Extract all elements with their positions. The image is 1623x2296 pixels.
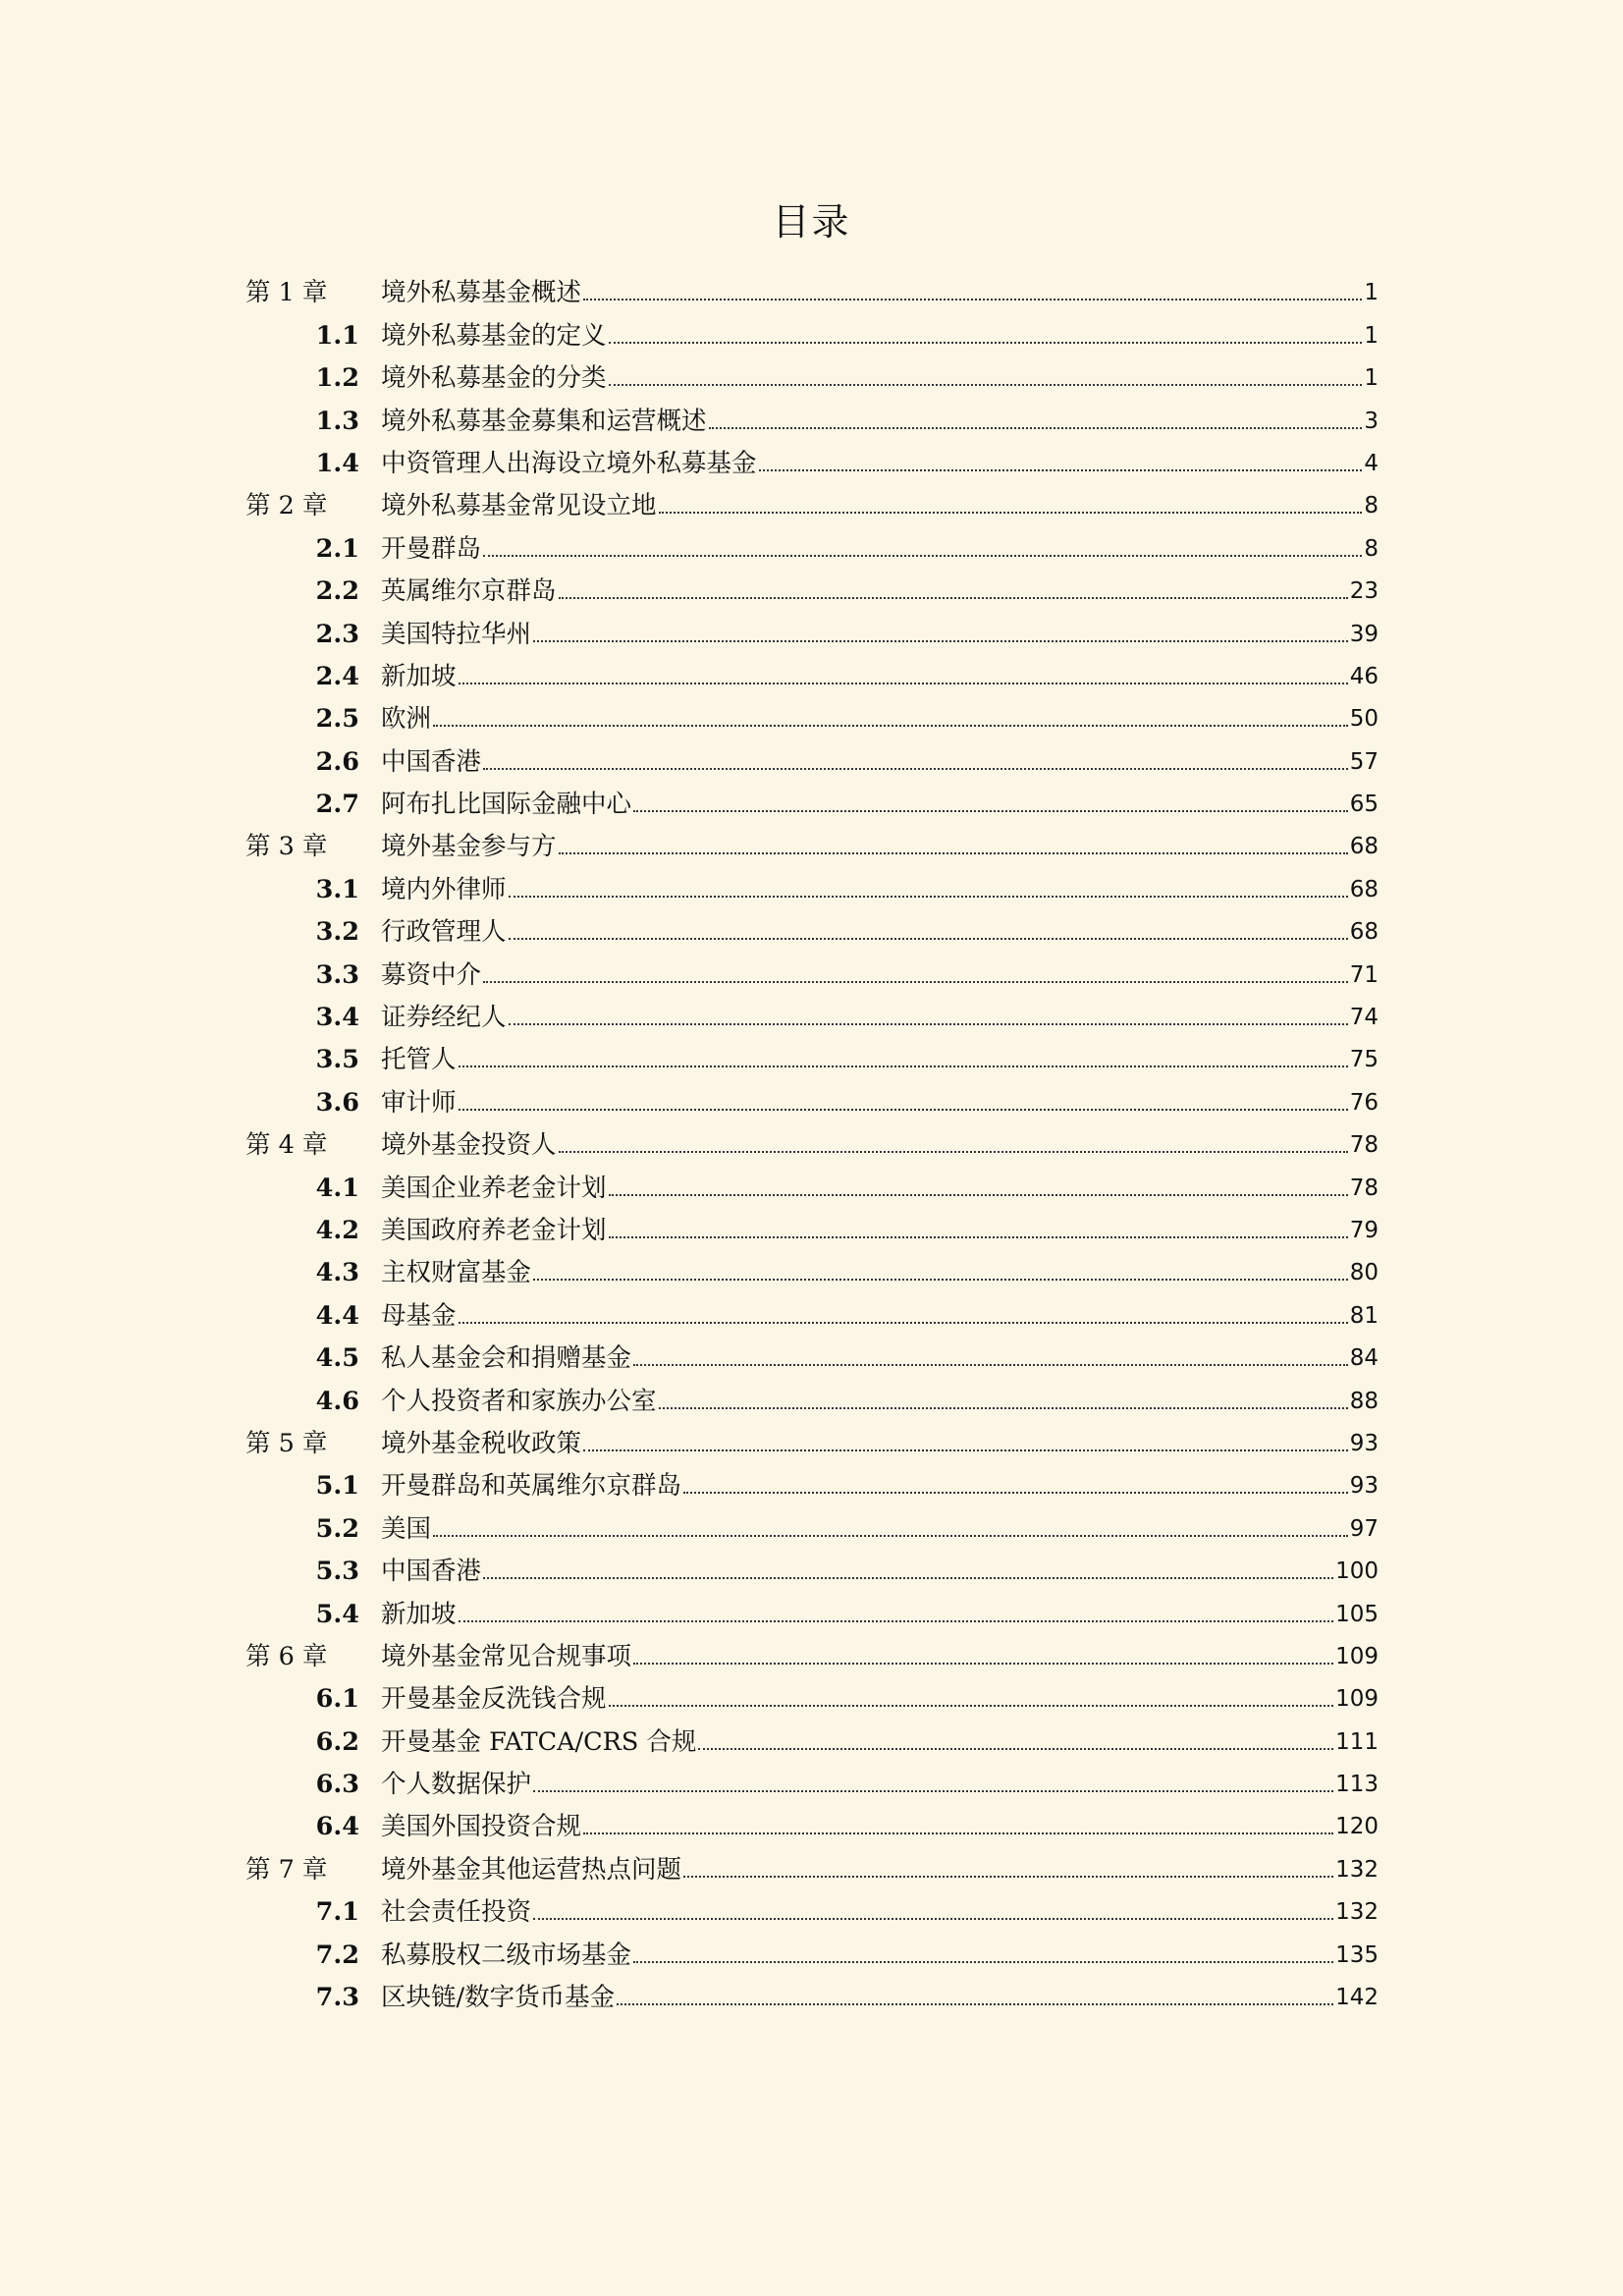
dot-leader [633,810,1348,812]
toc-page-number: 79 [1349,1217,1379,1243]
toc-page-number: 1 [1364,322,1379,349]
toc-section-entry[interactable] [245,1715,1379,1757]
toc-entry-title: 境外私募基金概述 [381,278,582,308]
toc-entry-number: 2.4 [315,661,359,691]
toc-entry-title: 开曼基金反洗钱合规 [381,1684,607,1715]
toc-section-entry[interactable] [245,778,1379,820]
toc-section-entry[interactable] [245,394,1379,436]
toc-entry-title: 证券经纪人 [381,1003,507,1033]
toc-entry-title: 中资管理人出海设立境外私募基金 [381,448,757,478]
toc-entry-title: 中国香港 [381,746,482,777]
dot-leader [559,1151,1348,1153]
toc-entry-title: 美国外国投资合规 [381,1812,582,1842]
toc-entry-number: 7.1 [315,1897,359,1928]
toc-page-number: 68 [1349,834,1379,860]
toc-entry-title: 区块链/数字货币基金 [381,1983,616,2013]
dot-leader [559,852,1348,854]
toc-page-number: 46 [1349,663,1379,689]
toc-entry-title: 社会责任投资 [381,1897,532,1928]
toc-section-entry[interactable] [245,1075,1379,1118]
toc-entry-number: 4.1 [315,1173,359,1203]
toc-entry-number: 2.1 [315,533,359,564]
toc-chapter-entry[interactable] [245,1630,1379,1672]
toc-section-entry[interactable] [245,1332,1379,1374]
dot-leader [483,1577,1333,1579]
toc-entry-title: 境外基金参与方 [381,832,557,862]
toc-page-number: 132 [1335,1856,1379,1883]
toc-page-number: 81 [1349,1302,1379,1329]
toc-entry-title: 美国 [381,1513,432,1544]
toc-entry-title: 境内外律师 [381,874,507,904]
toc-chapter-entry[interactable] [245,479,1379,521]
dot-leader [583,1449,1348,1451]
toc-page-number: 93 [1349,1430,1379,1456]
toc-section-entry[interactable] [245,1502,1379,1544]
toc-section-entry[interactable] [245,1246,1379,1288]
toc-chapter-entry[interactable] [245,266,1379,308]
toc-entry-title: 境外私募基金常见设立地 [381,491,657,521]
toc-page-number: 68 [1349,876,1379,902]
toc-section-entry[interactable] [245,1161,1379,1203]
toc-section-entry[interactable] [245,1758,1379,1800]
toc-section-entry[interactable] [245,565,1379,607]
toc-entry-title: 主权财富基金 [381,1258,532,1288]
toc-entry-number: 4.4 [315,1300,359,1331]
toc-section-entry[interactable] [245,1971,1379,2013]
toc-entry-number: 6.1 [315,1684,359,1715]
dot-leader [609,1705,1334,1707]
toc-entry-number: 6.4 [315,1812,359,1842]
toc-page-number: 8 [1364,493,1379,519]
toc-entry-number: 1.4 [315,448,359,478]
toc-entry-title: 境外私募基金的分类 [381,363,607,394]
toc-section-entry[interactable] [245,991,1379,1033]
dot-leader [609,1236,1348,1238]
toc-entry-number: 第 2 章 [245,491,328,521]
toc-entry-number: 7.2 [315,1940,359,1970]
toc-page-number: 78 [1349,1175,1379,1201]
toc-entry-number: 2.6 [315,746,359,777]
toc-page-number: 3 [1364,408,1379,434]
dot-leader [533,640,1348,642]
dot-leader [609,342,1363,344]
toc-chapter-entry[interactable] [245,1119,1379,1161]
toc-entry-title: 个人投资者和家族办公室 [381,1386,657,1416]
toc-entry-number: 2.5 [315,704,359,735]
toc-page-number: 97 [1349,1515,1379,1542]
dot-leader [559,597,1348,599]
toc-entry-title: 开曼群岛 [381,533,482,564]
toc-section-entry[interactable] [245,1374,1379,1416]
toc-page-number: 109 [1335,1643,1379,1669]
dot-leader [583,299,1362,301]
dot-leader [533,1279,1348,1281]
toc-entry-title: 托管人 [381,1045,457,1075]
toc-page-number: 8 [1364,535,1379,562]
toc-entry-number: 3.2 [315,917,359,948]
toc-section-entry[interactable] [245,905,1379,948]
toc-entry-title: 境外基金税收政策 [381,1428,582,1458]
toc-entry-title: 美国政府养老金计划 [381,1215,607,1245]
toc-page-number: 120 [1335,1814,1379,1840]
dot-leader [617,2003,1333,2005]
toc-entry-number: 5.4 [315,1599,359,1629]
toc-page-number: 4 [1364,450,1379,476]
toc-entry-number: 第 1 章 [245,278,328,308]
toc-entry-title: 中国香港 [381,1557,482,1587]
dot-leader [609,1194,1348,1196]
toc-entry-title: 美国企业养老金计划 [381,1173,607,1203]
toc-entry-title: 个人数据保护 [381,1770,532,1800]
toc-page-number: 68 [1349,919,1379,946]
toc-entry-number: 4.5 [315,1343,359,1374]
dot-leader [483,981,1348,983]
dot-leader [633,1364,1348,1366]
toc-entry-number: 第 5 章 [245,1428,328,1458]
toc-entry-title: 审计师 [381,1087,457,1118]
toc-entry-title: 境外私募基金募集和运营概述 [381,406,707,436]
dot-leader [459,1322,1348,1324]
toc-page-number: 1 [1364,365,1379,392]
dot-leader [583,1832,1333,1834]
toc-page-number: 65 [1349,792,1379,818]
toc-entry-title: 开曼群岛和英属维尔京群岛 [381,1471,682,1502]
toc-entry-title: 新加坡 [381,1599,457,1629]
toc-entry-number: 5.3 [315,1557,359,1587]
toc-entry-title: 行政管理人 [381,917,507,948]
toc-entry-number: 1.3 [315,406,359,436]
toc-entry-title: 开曼基金 FATCA/CRS 合规 [381,1726,697,1757]
dot-leader [459,1066,1348,1067]
toc-entry-title: 新加坡 [381,661,457,691]
toc-entry-title: 阿布扎比国际金融中心 [381,790,632,820]
toc-page-number: 50 [1349,706,1379,733]
dot-leader [633,1663,1333,1665]
dot-leader [759,469,1363,471]
toc-section-entry[interactable] [245,650,1379,692]
dot-leader [633,1961,1333,1963]
toc-section-entry[interactable] [245,437,1379,479]
dot-leader [509,896,1348,898]
dot-leader [459,1109,1348,1111]
toc-page-number: 76 [1349,1089,1379,1116]
toc-section-entry[interactable] [245,1288,1379,1331]
toc-chapter-entry[interactable] [245,1417,1379,1459]
toc-section-entry[interactable] [245,1928,1379,1970]
toc-page-number: 74 [1349,1005,1379,1031]
toc-section-entry[interactable] [245,1587,1379,1629]
toc-entry-number: 4.6 [315,1386,359,1416]
toc-page-number: 1 [1364,280,1379,306]
toc-section-entry[interactable] [245,948,1379,990]
toc-entry-number: 1.1 [315,320,359,351]
toc-entry-title: 境外私募基金的定义 [381,320,607,351]
toc-chapter-entry[interactable] [245,1842,1379,1885]
toc-chapter-entry[interactable] [245,820,1379,862]
toc-page-number: 23 [1349,578,1379,605]
toc-entry-number: 3.1 [315,874,359,904]
toc-entry-title: 欧洲 [381,704,432,735]
toc-entry-title: 私募股权二级市场基金 [381,1940,632,1970]
toc-page-number: 78 [1349,1132,1379,1159]
toc-entry-number: 6.2 [315,1726,359,1757]
toc-page-number: 39 [1349,621,1379,647]
dot-leader [433,725,1348,727]
toc-page-number: 84 [1349,1345,1379,1372]
toc-section-entry[interactable] [245,1459,1379,1502]
toc-page-number: 132 [1335,1899,1379,1926]
toc-page-number: 113 [1335,1772,1379,1798]
toc-entry-number: 第 7 章 [245,1854,328,1885]
dot-leader [659,1407,1348,1409]
toc-page-number: 105 [1335,1601,1379,1627]
toc-entry-number: 5.1 [315,1471,359,1502]
toc-page-number: 142 [1335,1985,1379,2011]
toc-entry-number: 3.4 [315,1003,359,1033]
toc-entry-title: 母基金 [381,1300,457,1331]
dot-leader [683,1876,1333,1878]
toc-section-entry[interactable] [245,1033,1379,1075]
toc-entry-number: 4.2 [315,1215,359,1245]
toc-section-entry[interactable] [245,692,1379,735]
toc-entry-number: 3.3 [315,959,359,990]
toc-section-entry[interactable] [245,521,1379,564]
toc-entry-number: 第 4 章 [245,1130,328,1161]
dot-leader [509,1023,1348,1025]
table-of-contents [245,266,1379,2013]
dot-leader [483,555,1362,557]
toc-section-entry[interactable] [245,1204,1379,1246]
toc-page-number: 57 [1349,748,1379,775]
toc-section-entry[interactable] [245,308,1379,351]
toc-page-number: 88 [1349,1388,1379,1414]
toc-entry-number: 1.2 [315,363,359,394]
toc-page-number: 111 [1335,1728,1379,1755]
dot-leader [533,1790,1333,1792]
toc-entry-number: 第 6 章 [245,1641,328,1671]
dot-leader [659,512,1363,514]
toc-page-number: 80 [1349,1260,1379,1286]
dot-leader [698,1748,1333,1750]
toc-page-number: 71 [1349,961,1379,988]
toc-entry-number: 3.6 [315,1087,359,1118]
dot-leader [683,1492,1348,1494]
toc-entry-title: 私人基金会和捐赠基金 [381,1343,632,1374]
toc-section-entry[interactable] [245,607,1379,649]
dot-leader [433,1535,1348,1537]
toc-section-entry[interactable] [245,1545,1379,1587]
toc-entry-title: 境外基金其他运营热点问题 [381,1854,682,1885]
toc-page-number: 93 [1349,1473,1379,1500]
toc-entry-number: 3.5 [315,1045,359,1075]
dot-leader [459,1620,1334,1622]
toc-section-entry[interactable] [245,352,1379,394]
toc-page-number: 135 [1335,1941,1379,1968]
toc-entry-title: 境外基金投资人 [381,1130,557,1161]
toc-entry-title: 英属维尔京群岛 [381,576,557,607]
toc-entry-number: 7.3 [315,1983,359,2013]
toc-entry-title: 美国特拉华州 [381,619,532,649]
toc-entry-number: 5.2 [315,1513,359,1544]
toc-entry-number: 2.7 [315,790,359,820]
dot-leader [483,768,1348,770]
toc-entry-number: 第 3 章 [245,832,328,862]
toc-section-entry[interactable] [245,1886,1379,1928]
toc-page-number: 100 [1335,1558,1379,1585]
toc-entry-title: 境外基金常见合规事项 [381,1641,632,1671]
toc-section-entry[interactable] [245,1800,1379,1842]
toc-page-number: 75 [1349,1047,1379,1073]
dot-leader [609,384,1363,386]
toc-entry-number: 4.3 [315,1258,359,1288]
toc-entry-number: 6.3 [315,1770,359,1800]
toc-page-number: 109 [1335,1686,1379,1713]
dot-leader [459,683,1348,684]
toc-entry-number: 2.3 [315,619,359,649]
toc-entry-title: 募资中介 [381,959,482,990]
dot-leader [509,938,1348,940]
toc-section-entry[interactable] [245,1672,1379,1715]
toc-entry-number: 2.2 [315,576,359,607]
dot-leader [709,427,1363,429]
dot-leader [533,1918,1333,1920]
toc-section-entry[interactable] [245,735,1379,777]
page-title: 目录 [772,200,851,244]
toc-section-entry[interactable] [245,862,1379,904]
